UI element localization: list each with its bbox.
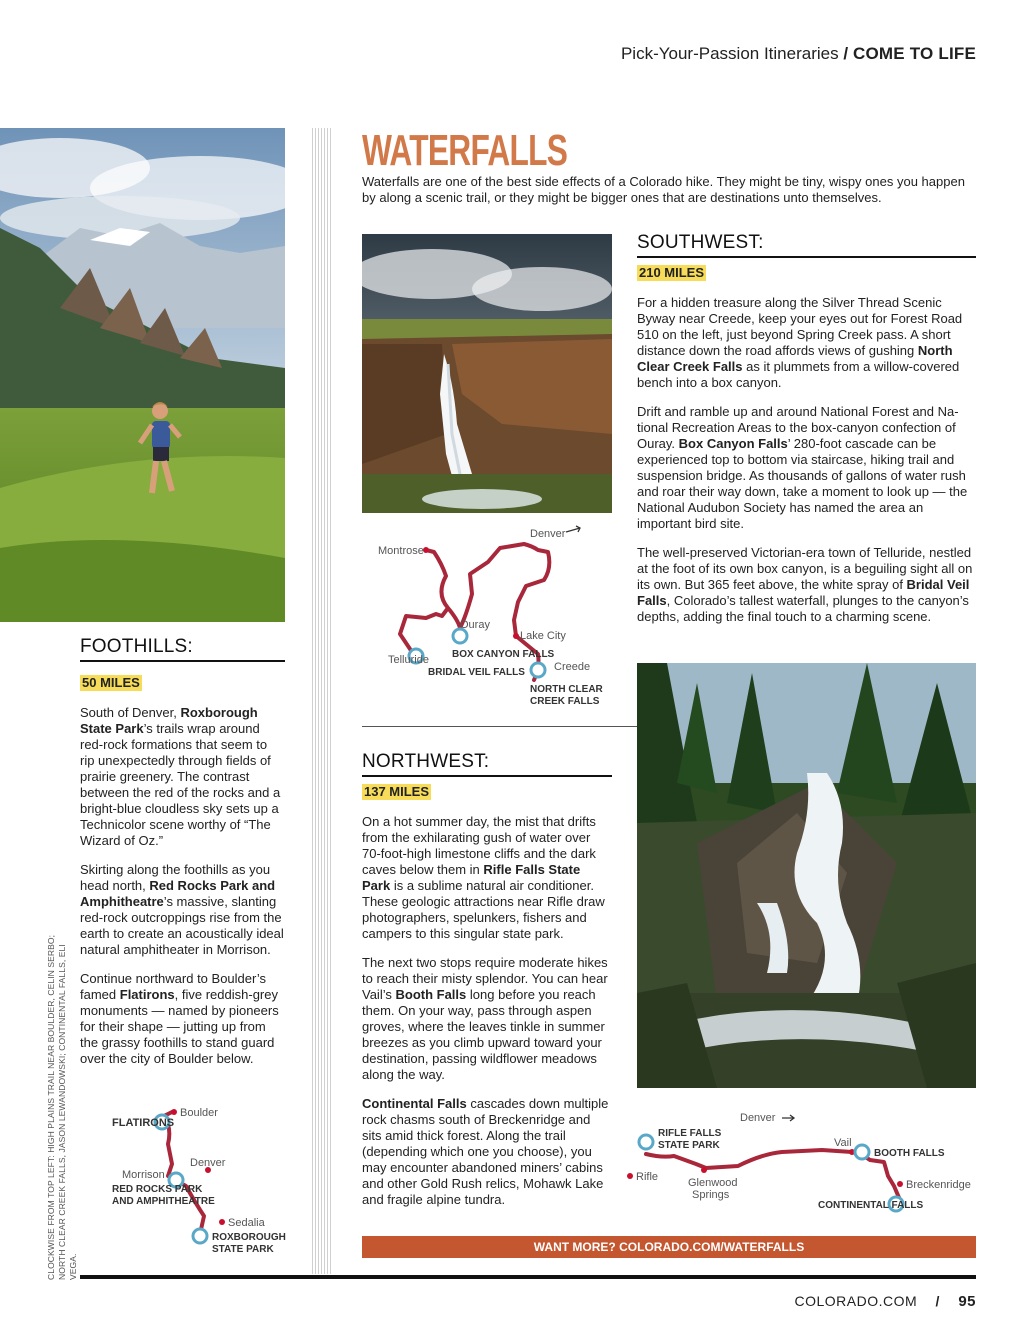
southwest-paragraph-3: The well-preserved Victorian-era town of Telluride, nestled at the foot of its own box canyon, is a beguiling sight all on its own. But 365 feet above, the white spray of Bridal Veil Falls, Colorado’s tallest waterfall, plunges to the canyon’s depths, adding the final touch to a charming scene. [637,545,973,624]
southwest-paragraph-2: Drift and ramble up and around National Forest and National Recreation Areas to the box-canyon confection of Ouray. Box Canyon Falls’ 280-foot cascade can be experienced top to bottom via staircase, hiking trail and suspension bridge. As thousands of gallons of water rush and roar their way down, take a moment to look up — the National Audubon Society has named the area an important bird site. [637,404,968,531]
map-label-rifle: Rifle [636,1171,659,1183]
map-label-breckenridge: Breckenridge [906,1179,971,1191]
map-label-booth-falls: BOOTH FALLS [874,1148,945,1159]
foothills-section [80,636,285,1080]
map-label-springs: Springs [692,1189,730,1201]
foothills-paragraph-2: Skirting along the foothills as you head north, Red Rocks Park and Amphitheatre’s massive, slanting red-rock outcroppings rise from the earth to create an acoustically ideal natural amphitheater in Morrison. [80,862,284,957]
map-label-rifle-falls: RIFLE FALLS [658,1128,722,1139]
map-label-box-canyon-falls: BOX CANYON FALLS [452,649,555,660]
page-footer [794,1293,976,1310]
map-label-roxborough: ROXBOROUGH [212,1232,286,1243]
article-title: WATERFALLS [362,126,568,175]
header-section: Pick-Your-Passion Itineraries [620,44,839,63]
map-label-creede: Creede [554,661,591,673]
map-label-vail: Vail [834,1137,852,1149]
canyon-falls-illustration [362,234,612,513]
southwest-section [637,232,976,638]
map-label-continental-falls: CONTINENTAL FALLS [818,1200,924,1211]
banner-link[interactable]: COLORADO.COM/WATERFALLS [619,1240,805,1254]
map-label-montrose: Montrose [378,545,424,557]
northwest-heading: NORTHWEST: [362,751,612,777]
northwest-paragraph-3: Continental Falls cascades down multiple rock chasms south of Breckenridge and sits amid thick forest. Along the trail (depending which one you choose), you may encounter abandoned miners’ cabins and other Gold Rush relics, Mohawk Lake and fragile alpine tundra. [362,1096,609,1207]
article-intro: Waterfalls are one of the best side effects of a Colorado hike. They might be tiny, wispy ones you happen by along a scenic trail, or they might be bigger ones that are destinations unto themselves. [362,174,965,205]
map-label-amphitheatre: AND AMPHITHEATRE [112,1196,215,1207]
footer-separator: / [935,1293,940,1309]
southwest-paragraph-1: For a hidden treasure along the Silver Thread Scenic Byway near Creede, keep your eyes out for Forest Road 510 on the left, just beyond Spring Creek pass. A short distance down the road affords views of gushing North Clear Creek Falls as it plummets from a willow-covered bench into a box canyon. [637,295,963,390]
foothills-heading: FOOTHILLS: [80,636,285,662]
map-label-state-park: STATE PARK [658,1140,720,1151]
map-label-lake-city: Lake City [520,630,566,642]
southwest-heading: SOUTHWEST: [637,232,976,258]
map-divider-rule [362,726,638,727]
map-label-flatirons: FLATIRONS [112,1117,175,1129]
map-label-morrison: Morrison [122,1169,165,1181]
northwest-paragraph-2: The next two stops require moderate hikes to reach their misty splendor. You can hear Vail’s Booth Falls long before you reach them. On your way, pass through aspen groves, where the leaves tinkle in summer breezes as you climb upward toward your destination, passing wildflower meadows along the way. [362,955,608,1082]
map-label-denver: Denver [190,1157,226,1169]
northwest-route-map [622,1106,976,1218]
page-number: 95 [958,1293,976,1310]
map-label-north-clear: NORTH CLEAR [530,684,603,695]
southwest-route-map [376,524,612,714]
northwest-miles-badge: 137 MILES [364,784,430,799]
footer-site: COLORADO.COM [794,1293,918,1309]
runner-photo-illustration [0,128,285,622]
map-label-ouray: Ouray [460,619,490,631]
foothills-miles-badge: 50 MILES [82,675,140,690]
header-separator: / [843,44,849,63]
photo-credit: CLOCKWISE FROM TOP LEFT: HIGH PLAINS TRAIL NEAR BOULDER, CELIN SERBO; NORTH CLEAR CREEK FALLS, JASON LEWANDOWSKI; CONTINENTAL FALLS, ELI VEGA. [46,934,78,1280]
footer-rule [80,1275,976,1279]
header-category: COME TO LIFE [853,44,976,63]
map-label-sedalia: Sedalia [228,1217,265,1229]
map-label-glenwood: Glenwood [688,1177,738,1189]
banner-label: WANT MORE? [533,1240,616,1254]
southwest-map-svg [376,524,612,714]
map-label-denver: Denver [530,528,566,540]
map-label-red-rocks-park: RED ROCKS PARK [112,1184,203,1195]
running-header [621,44,976,64]
photo-north-clear-creek-falls [362,234,612,513]
forest-falls-illustration [637,663,976,1088]
foothills-paragraph-3: Continue northward to Boulder’s famed Flatirons, five reddish-grey monuments — named by pioneers for their shape — jutting up from the grassy foothills to stand guard over the city of Boulder below. [80,971,279,1066]
northwest-section [362,751,612,1221]
map-label-state-park: STATE PARK [212,1244,274,1255]
photo-runner-foothills [0,128,285,622]
want-more-banner[interactable] [362,1236,976,1258]
map-label-boulder: Boulder [180,1107,218,1119]
northwest-map-svg [622,1106,976,1218]
photo-continental-falls [637,663,976,1088]
foothills-map-svg [100,1104,290,1260]
foothills-paragraph-1: South of Denver, Roxborough State Park’s trails wrap around red-rock formations that seem to rip unexpectedly through fields of prairie greenery. The contrast between the red of the rocks and a bright-blue cloudless sky sets up a Technicolor scene worthy of “The Wizard of Oz.” [80,705,281,848]
map-label-denver: Denver [740,1112,776,1124]
foothills-route-map [100,1104,290,1260]
map-label-telluride: Telluride [388,654,429,666]
northwest-paragraph-1: On a hot summer day, the mist that drifts from the exhilarating gush of water over 70-foot-high limestone cliffs and the dark caves below them in Rifle Falls State Park is a sublime natural air conditioner. These geologic attractions near Rifle draw photographers, spelunkers, fishers and campers to this singular state park. [362,814,605,941]
map-label-bridal-veil-falls: BRIDAL VEIL FALLS [428,667,525,678]
southwest-miles-badge: 210 MILES [639,265,705,280]
column-divider [312,128,332,1274]
map-label-creek-falls: CREEK FALLS [530,696,600,707]
